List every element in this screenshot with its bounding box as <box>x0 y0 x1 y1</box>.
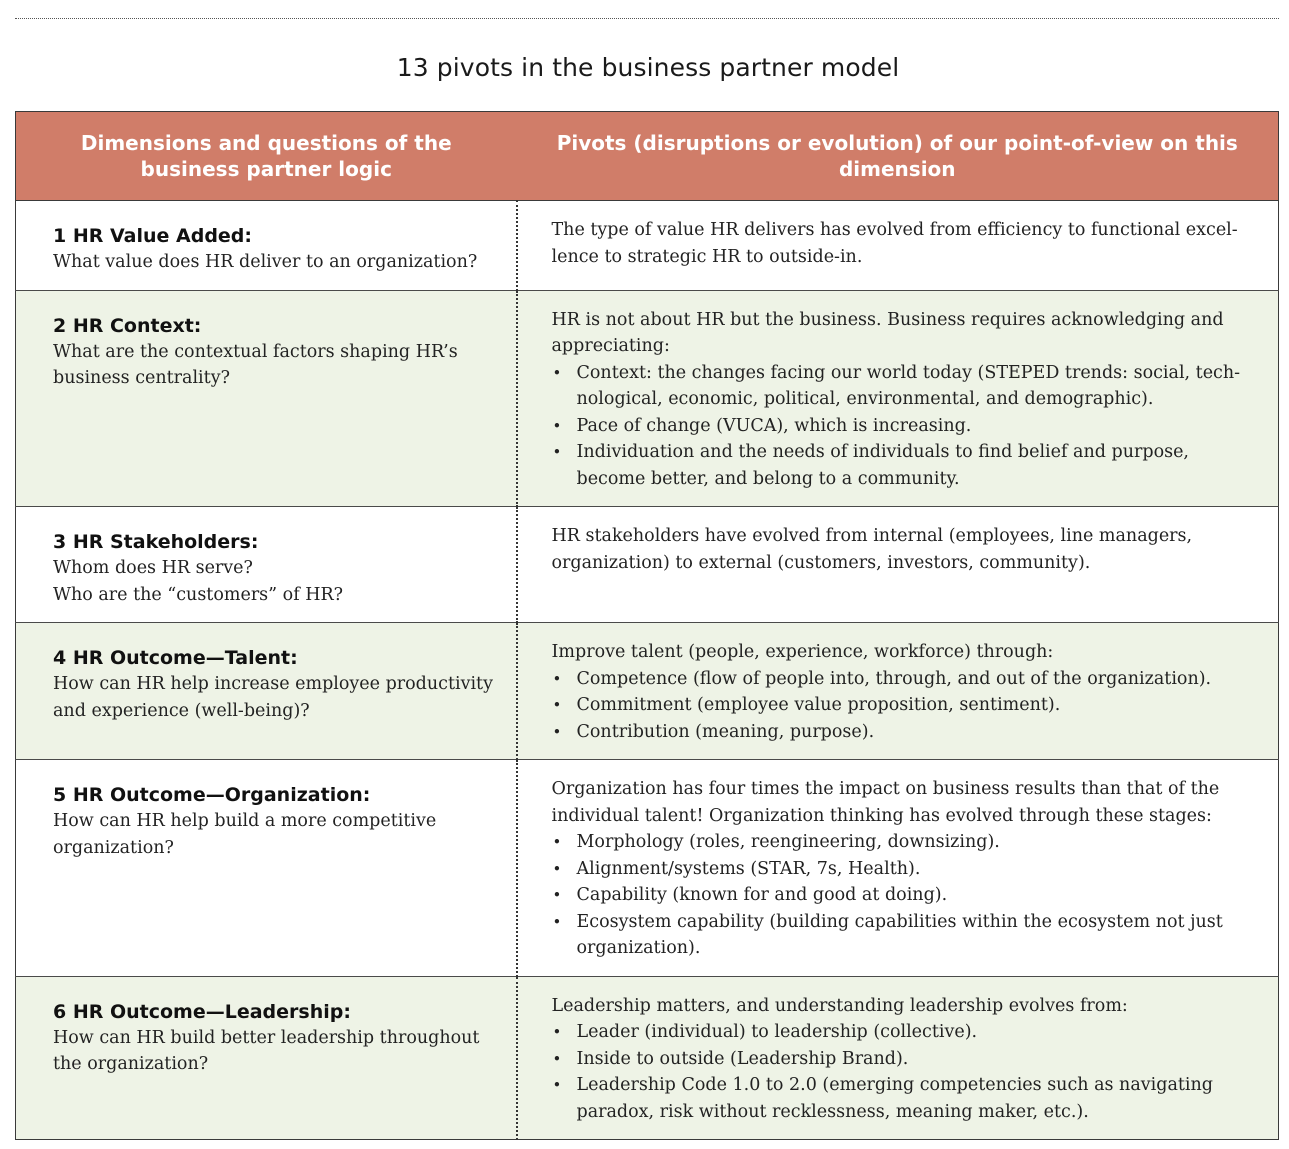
table-row <box>16 290 1279 507</box>
pivot-intro: Organization has four times the impact on business results than that of the individual talent! Organization thinking has evolved through these stages: <box>551 779 1220 826</box>
dimension-title: 6 HR Outcome—Leadership: <box>53 1000 351 1023</box>
dimension-question: How can HR build better leadership throughout the organization? <box>53 1027 480 1074</box>
pivot-intro: HR is not about HR but the business. Business requires acknowledging and appreciating: <box>551 309 1224 356</box>
pivot-bullet: • Morphology (roles, reengineering, downsizing). <box>552 829 1259 856</box>
dimension-cell <box>16 623 517 760</box>
dimension-title: 5 HR Outcome—Organization: <box>53 784 371 806</box>
pivot-bullet-list <box>552 666 1259 746</box>
table-row <box>16 201 1279 291</box>
pivot-intro: HR stakeholders have evolved from internal (employees, line managers, organization) to external (customers, investors, community). <box>551 526 1193 573</box>
header-dimensions: Dimensions and questions of the business partner logic <box>16 112 517 201</box>
pivot-bullet: • Context: the changes facing our world today (STEPED trends: social, tech-nological, economic, political, environmental, and demographic). <box>552 360 1259 413</box>
pivot-bullet: • Capability (known for and good at doing). <box>552 882 1259 909</box>
dimension-title: 3 HR Stakeholders: <box>53 531 259 553</box>
dimension-title: 4 HR Outcome—Talent: <box>53 647 298 669</box>
pivot-cell <box>517 623 1279 760</box>
pivot-bullet: • Competence (flow of people into, through, and out of the organization). <box>552 666 1259 693</box>
pivot-bullet-list <box>552 829 1259 962</box>
pivot-bullet-list <box>552 1019 1259 1125</box>
pivot-bullet: • Individuation and the needs of individuals to find belief and purpose, become better, and belong to a community. <box>552 439 1259 492</box>
dimension-question: Whom does HR serve? <box>53 558 253 578</box>
pivot-bullet: • Pace of change (VUCA), which is increasing. <box>552 413 1259 440</box>
table-body <box>16 201 1279 1140</box>
dimension-question: How can HR help increase employee productivity and experience (well-being)? <box>53 674 493 721</box>
pivot-bullet: • Leadership Code 1.0 to 2.0 (emerging competencies such as navigating paradox, risk without recklessness, meaning maker, etc.). <box>552 1072 1259 1125</box>
pivot-bullet: • Commitment (employee value proposition, sentiment). <box>552 692 1259 719</box>
dimension-title: 1 HR Value Added: <box>53 225 252 247</box>
dimension-cell <box>16 201 517 291</box>
dimension-cell <box>16 760 517 977</box>
pivot-bullet-list <box>552 360 1259 493</box>
pivot-cell <box>517 760 1279 977</box>
table-row <box>16 623 1279 760</box>
pivot-bullet: • Inside to outside (Leadership Brand). <box>552 1046 1259 1073</box>
table-header-row <box>16 112 1279 201</box>
pivot-bullet: • Contribution (meaning, purpose). <box>552 719 1259 746</box>
pivot-intro: The type of value HR delivers has evolved from efficiency to functional excel-lence to strategic HR to outside-in. <box>551 220 1238 267</box>
table-row <box>16 507 1279 623</box>
dimension-cell <box>16 976 517 1140</box>
dimension-question: How can HR help build a more competitive organization? <box>53 811 437 858</box>
header-pivots: Pivots (disruptions or evolution) of our point-of-view on this dimension <box>517 112 1279 201</box>
dimension-question: What are the contextual factors shaping HR’s business centrality? <box>53 341 458 388</box>
dimension-question: What value does HR deliver to an organization? <box>53 252 478 272</box>
table-row <box>16 976 1279 1140</box>
dimension-question: Who are the “customers” of HR? <box>53 584 344 605</box>
pivot-cell <box>517 290 1279 507</box>
top-dotted-rule <box>15 18 1279 19</box>
dimension-cell <box>16 290 517 507</box>
pivot-intro: Improve talent (people, experience, workforce) through: <box>551 642 1054 662</box>
page-title: 13 pivots in the business partner model <box>396 53 900 82</box>
pivot-cell <box>517 507 1279 623</box>
pivot-bullet: • Alignment/systems (STAR, 7s, Health). <box>552 856 1259 883</box>
pivot-cell <box>517 976 1279 1140</box>
dimension-cell <box>16 507 517 623</box>
table-row <box>16 760 1279 977</box>
pivot-cell <box>517 201 1279 291</box>
dimension-title: 2 HR Context: <box>53 314 202 337</box>
pivot-bullet: • Ecosystem capability (building capabilities within the ecosystem not just organization). <box>552 909 1259 962</box>
pivots-table <box>15 111 1279 1140</box>
pivot-bullet: • Leader (individual) to leadership (collective). <box>552 1019 1259 1046</box>
pivot-intro: Leadership matters, and understanding leadership evolves from: <box>551 995 1128 1016</box>
